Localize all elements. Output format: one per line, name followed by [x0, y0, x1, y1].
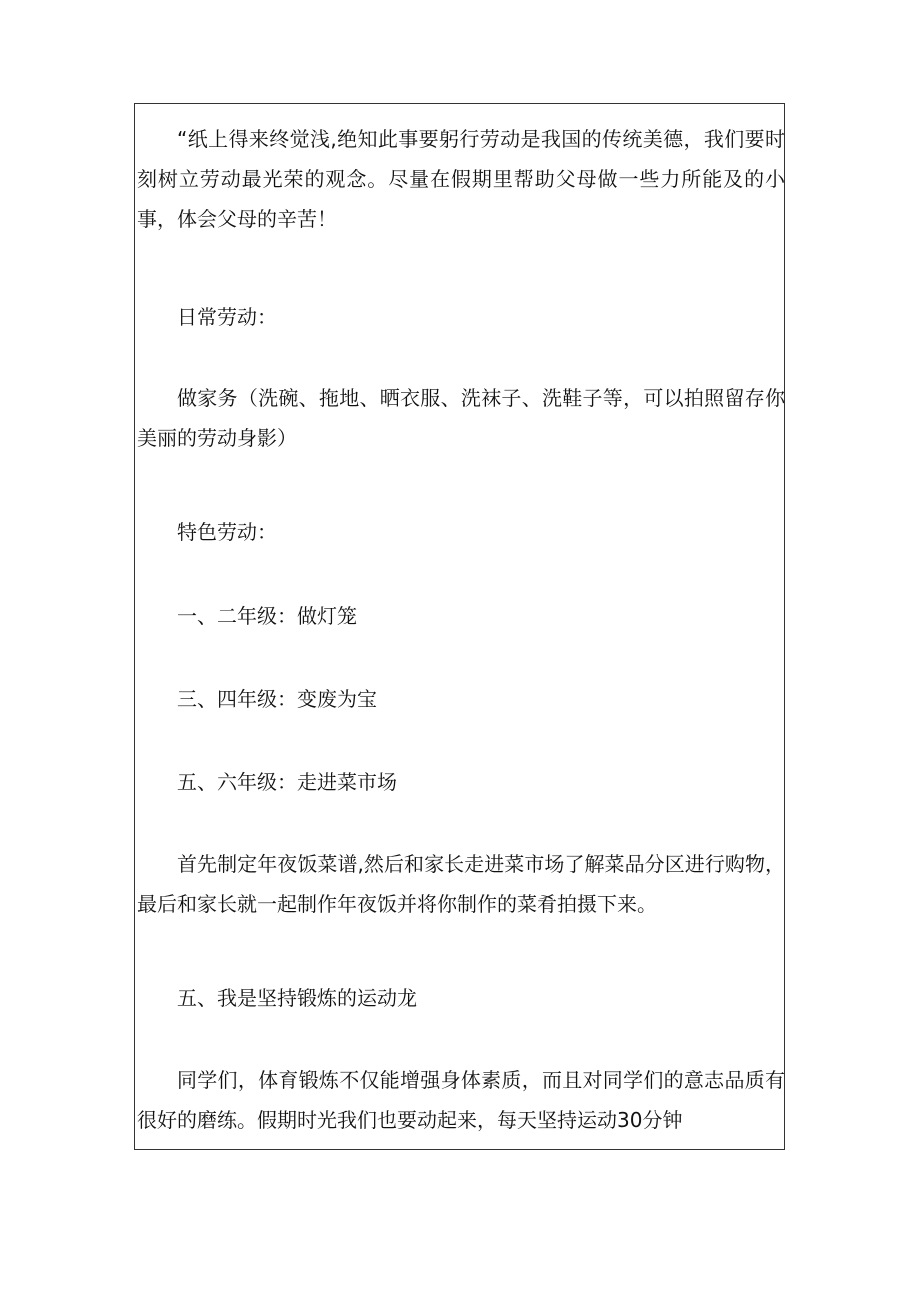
daily-labor-heading: 日常劳动： [177, 305, 277, 329]
exercise-heading: 五、我是坚持锻炼的运动龙 [177, 986, 417, 1010]
grade-5-6-item: 五、六年级：走进菜市场 [177, 770, 397, 794]
special-labor-heading: 特色劳动： [177, 520, 277, 544]
grade-1-2-item: 一、二年级：做灯笼 [177, 604, 357, 628]
grade-3-4-item: 三、四年级：变废为宝 [177, 687, 377, 711]
market-paragraph: 首先制定年夜饭菜谱,然后和家长走进菜市场了解菜品分区进行购物，最后和家长就一起制作年夜饭并将你制作的菜肴拍摄下来。 [137, 852, 785, 916]
document-frame [134, 103, 785, 1150]
intro-paragraph: “纸上得来终觉浅,绝知此事要躬行劳动是我国的传统美德，我们要时刻树立劳动最光荣的观念。尽量在假期里帮助父母做一些力所能及的小事，体会父母的辛苦！ [137, 127, 785, 231]
housework-paragraph: 做家务（洗碗、拖地、晒衣服、洗袜子、洗鞋子等，可以拍照留存你美丽的劳动身影） [137, 386, 785, 450]
exercise-paragraph: 同学们，体育锻炼不仅能增强身体素质，而且对同学们的意志品质有很好的磨练。假期时光我们也要动起来，每天坚持运动30分钟 [137, 1068, 785, 1132]
